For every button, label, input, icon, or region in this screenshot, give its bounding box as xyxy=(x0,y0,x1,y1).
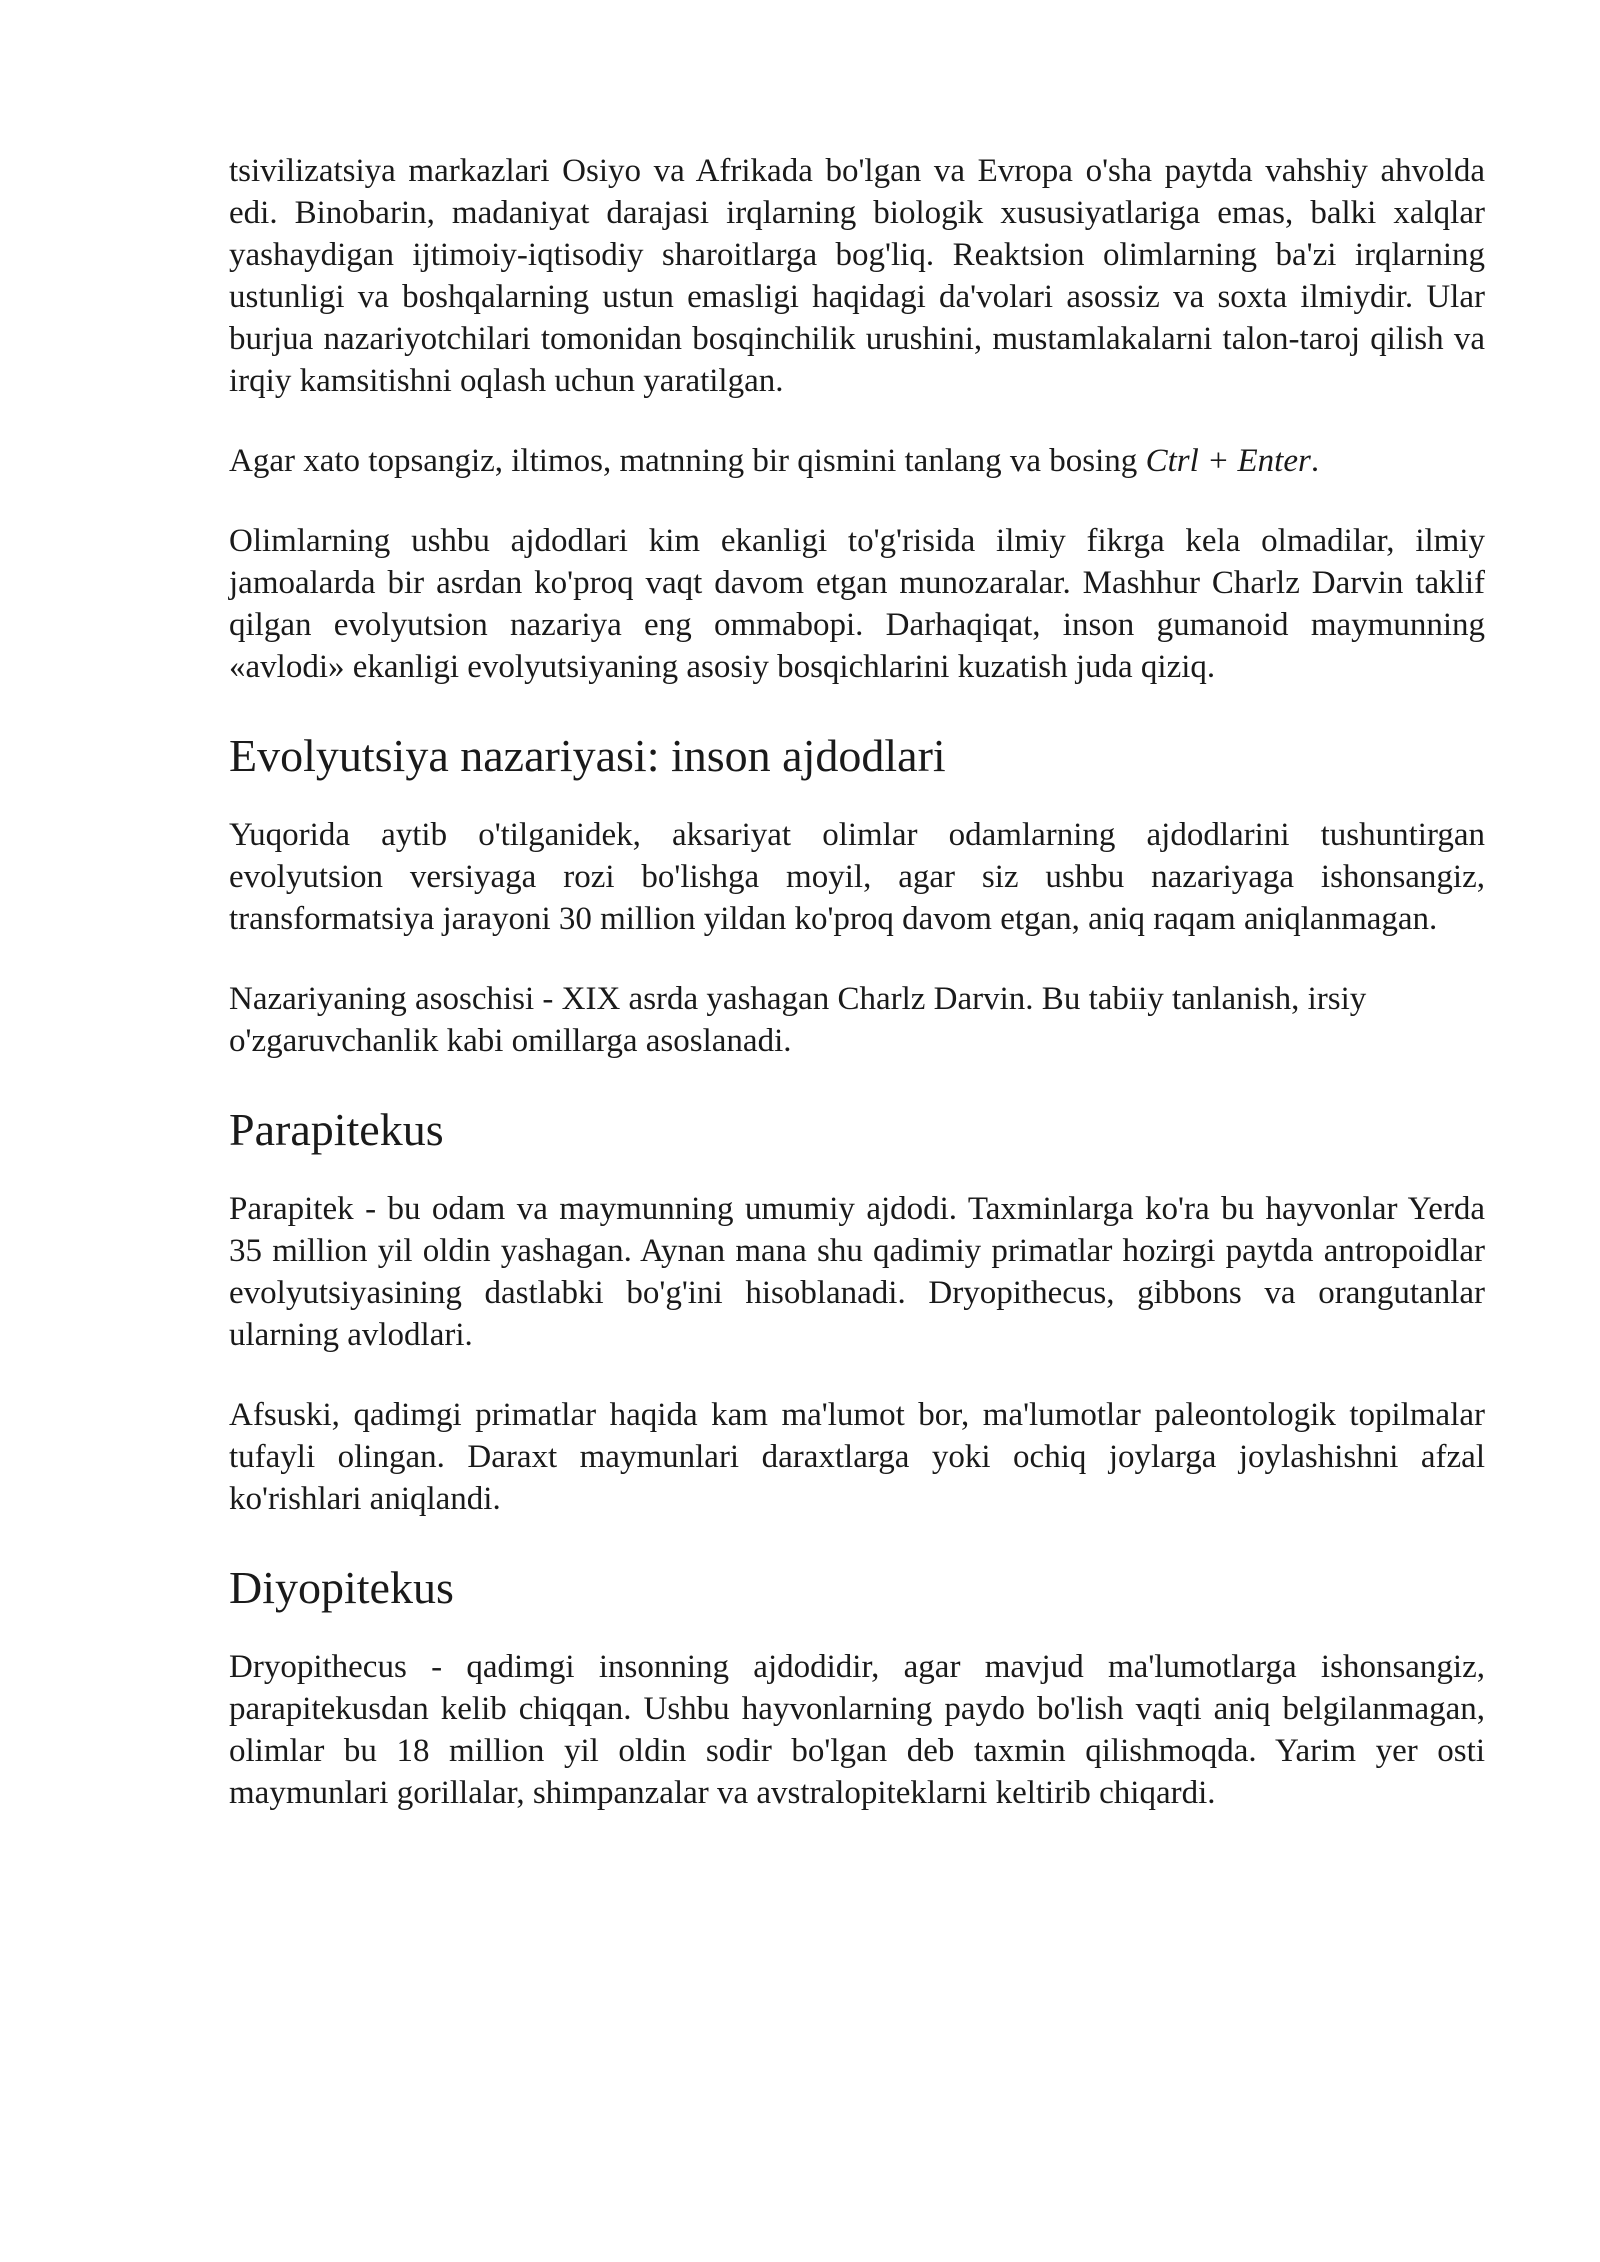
paragraph-civilization: tsivilizatsiya markazlari Osiyo va Afrikada bo'lgan va Evropa o'sha paytda vahshiy ahvolda edi. Binobarin, madaniyat darajasi irqlarning biologik xususiyatlariga emas, balki xalqlar yashaydigan ijtimoiy-iqtisodiy sharoitlarga bog'liq. Reaktsion olimlarning ba'zi irqlarning ustunligi va boshqalarning ustun emasligi haqidagi da'volari asossiz va soxta ilmiydir. Ular burjua nazariyotchilari tomonidan bosqinchilik urushini, mustamlakalarni talon-taroj qilish va irqiy kamsitishni oqlash uchun yaratilgan. xyxy=(229,153,1485,399)
section-heading-parapithecus: Parapitekus xyxy=(229,1104,444,1155)
keyboard-shortcut: Ctrl + Enter xyxy=(1145,443,1311,479)
document-page xyxy=(229,150,1485,1852)
error-report-text: Agar xato topsangiz, iltimos, matnning bir qismini tanlang va bosing xyxy=(229,443,1146,479)
paragraph-evolution-1: Yuqorida aytib o'tilganidek, aksariyat olimlar odamlarning ajdodlarini tushuntirgan evolyutsion versiyaga rozi bo'lishga moyil, agar siz ushbu nazariyaga ishonsangiz, transformatsiya jarayoni 30 million yildan ko'proq davom etgan, aniq raqam aniqlanmagan. xyxy=(229,817,1485,937)
paragraph-dryopithecus-1: Dryopithecus - qadimgi insonning ajdodidir, agar mavjud ma'lumotlarga ishonsangiz, parapitekusdan kelib chiqqan. Ushbu hayvonlarning paydo bo'lish vaqti aniq belgilanmagan, olimlar bu 18 million yil oldin sodir bo'lgan deb taxmin qilishmoqda. Yarim yer osti maymunlari gorillalar, shimpanzalar va avstralopiteklarni keltirib chiqardi. xyxy=(229,1649,1485,1811)
section-heading-evolution: Evolyutsiya nazariyasi: inson ajdodlari xyxy=(229,730,946,781)
paragraph-parapithecus-2: Afsuski, qadimgi primatlar haqida kam ma'lumot bor, ma'lumotlar paleontologik topilmalar tufayli olingan. Daraxt maymunlari daraxtlarga yoki ochiq joylarga joylashishni afzal ko'rishlari aniqlandi. xyxy=(229,1397,1485,1517)
error-report-hint xyxy=(229,440,1485,482)
paragraph-evolution-2: Nazariyaning asoschisi - XIX asrda yashagan Charlz Darvin. Bu tabiiy tanlanish, irsiy o'zgaruvchanlik kabi omillarga asoslanadi. xyxy=(229,981,1367,1059)
section-heading-dryopithecus: Diyopitekus xyxy=(229,1562,454,1613)
paragraph-ancestors: Olimlarning ushbu ajdodlari kim ekanligi to'g'risida ilmiy fikrga kela olmadilar, ilmiy jamoalarda bir asrdan ko'proq vaqt davom etgan munozaralar. Mashhur Charlz Darvin taklif qilgan evolyutsion nazariya eng ommabopi. Darhaqiqat, inson gumanoid maymunning «avlodi» ekanligi evolyutsiyaning asosiy bosqichlarini kuzatish juda qiziq. xyxy=(229,523,1485,685)
paragraph-parapithecus-1: Parapitek - bu odam va maymunning umumiy ajdodi. Taxminlarga ko'ra bu hayvonlar Yerda 35 million yil oldin yashagan. Aynan mana shu qadimiy primatlar hozirgi paytda antropoidlar evolyutsiyasining dastlabki bo'g'ini hisoblanadi. Dryopithecus, gibbons va orangutanlar ularning avlodlari. xyxy=(229,1191,1485,1353)
error-report-end: . xyxy=(1310,443,1320,479)
